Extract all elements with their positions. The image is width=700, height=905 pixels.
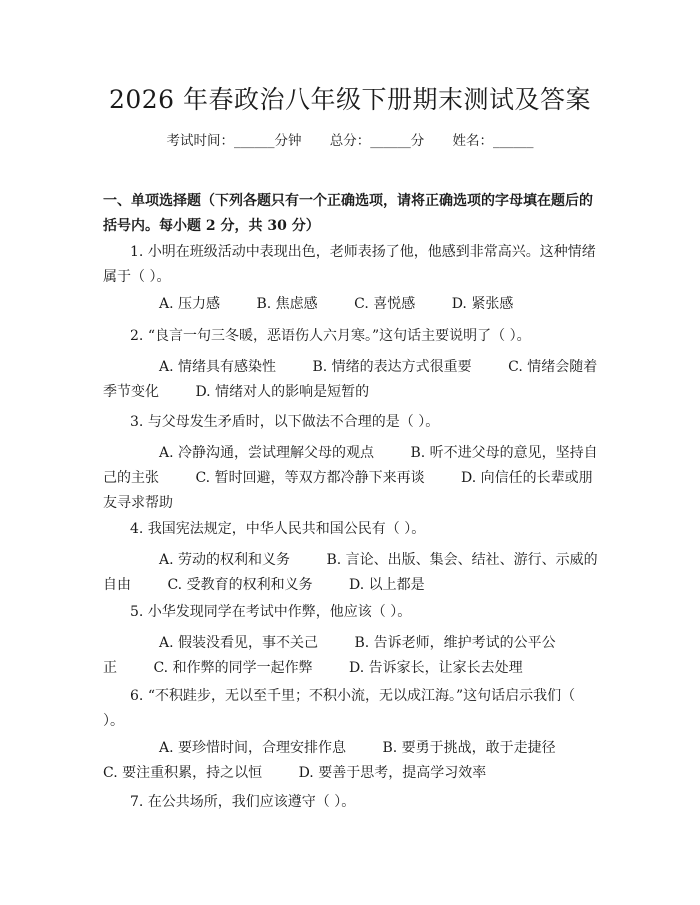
question-text: 我国宪法规定，中华人民共和国公民有（ ）。 [147,521,426,537]
question-number: 3. [130,414,144,430]
option-b: B. 听不进父母的意见，坚持自己的主张 [103,445,598,486]
question-5 [103,600,600,625]
question-text: 与父母发生矛盾时，以下做法不合理的是（ ）。 [147,414,440,430]
option-c: C. 受教育的权利和义务 [167,577,313,593]
option-a: A. 要珍惜时间，合理安排作息 [159,740,347,756]
question-3 [103,410,600,435]
option-d: D. 以上都是 [349,577,425,593]
option-b: B. 情绪的表达方式很重要 [312,359,472,375]
question-4 [103,517,600,542]
exam-meta [0,131,700,151]
option-c: C. 要注重积累，持之以恒 [103,765,263,781]
section-heading: 一、单项选择题（下列各题只有一个正确选项，请将正确选项的字母填在题后的括号内。每小题 2 分，共 30 分） [103,193,593,234]
option-d: D. 告诉家长，让家长去处理 [349,660,523,676]
question-text: 在公共场所，我们应该遵守（ ）。 [147,794,356,810]
option-d: D. 要善于思考，提高学习效率 [298,765,487,781]
options-2 [103,355,600,405]
option-c: C. 喜悦感 [354,296,416,312]
option-d: D. 情绪对人的影响是短暂的 [195,384,370,400]
option-c: C. 暂时回避，等双方都冷静下来再谈 [195,470,425,486]
page-title: 2026 年春政治八年级下册期末测试及答案 [108,85,592,114]
question-number: 7. [130,794,144,810]
question-number: 5. [130,604,144,620]
question-1 [103,240,600,290]
options-5 [103,631,600,681]
option-a: A. 假装没看见，事不关己 [159,635,319,651]
question-number: 6. [130,688,144,704]
question-text: 小华发现同学在考试中作弊，他应该（ ）。 [147,604,412,620]
options-6 [103,736,600,786]
question-text: “良言一句三冬暖，恶语伤人六月寒。”这句话主要说明了（ ）。 [147,328,531,344]
question-number: 2. [130,328,144,344]
options-4 [103,548,600,598]
question-2 [103,324,600,349]
option-d: D. 向信任的长辈或朋友寻求帮助 [103,470,593,511]
option-b: B. 焦虑感 [256,296,318,312]
option-b: B. 言论、出版、集会、结社、游行、示威的自由 [103,552,598,593]
options-3 [103,441,600,516]
question-number: 1. [130,244,144,260]
option-b: B. 要勇于挑战，敢于走捷径 [382,740,556,756]
option-a: A. 劳动的权利和义务 [159,552,291,568]
options-1 [103,292,600,317]
question-text: “不积跬步，无以至千里；不积小流，无以成江海。”这句话启示我们（ ）。 [103,688,576,729]
option-a: A. 冷静沟通，尝试理解父母的观点 [159,445,375,461]
option-c: C. 情绪会随着季节变化 [103,359,598,400]
question-text: 小明在班级活动中表现出色，老师表扬了他，他感到非常高兴。这种情绪属于（ ）。 [103,244,596,285]
option-a: A. 压力感 [159,296,221,312]
question-number: 4. [130,521,144,537]
option-a: A. 情绪具有感染性 [159,359,277,375]
student-name-field: 姓名：______ [452,133,534,149]
option-d: D. 紧张感 [451,296,514,312]
option-c: C. 和作弊的同学一起作弊 [153,660,313,676]
option-b: B. 告诉老师，维护考试的公平公正 [103,635,556,676]
question-7 [103,790,600,815]
question-6 [103,684,600,734]
exam-time-field: 考试时间：______分钟 [166,133,302,149]
total-score-field: 总分：______分 [329,133,425,149]
